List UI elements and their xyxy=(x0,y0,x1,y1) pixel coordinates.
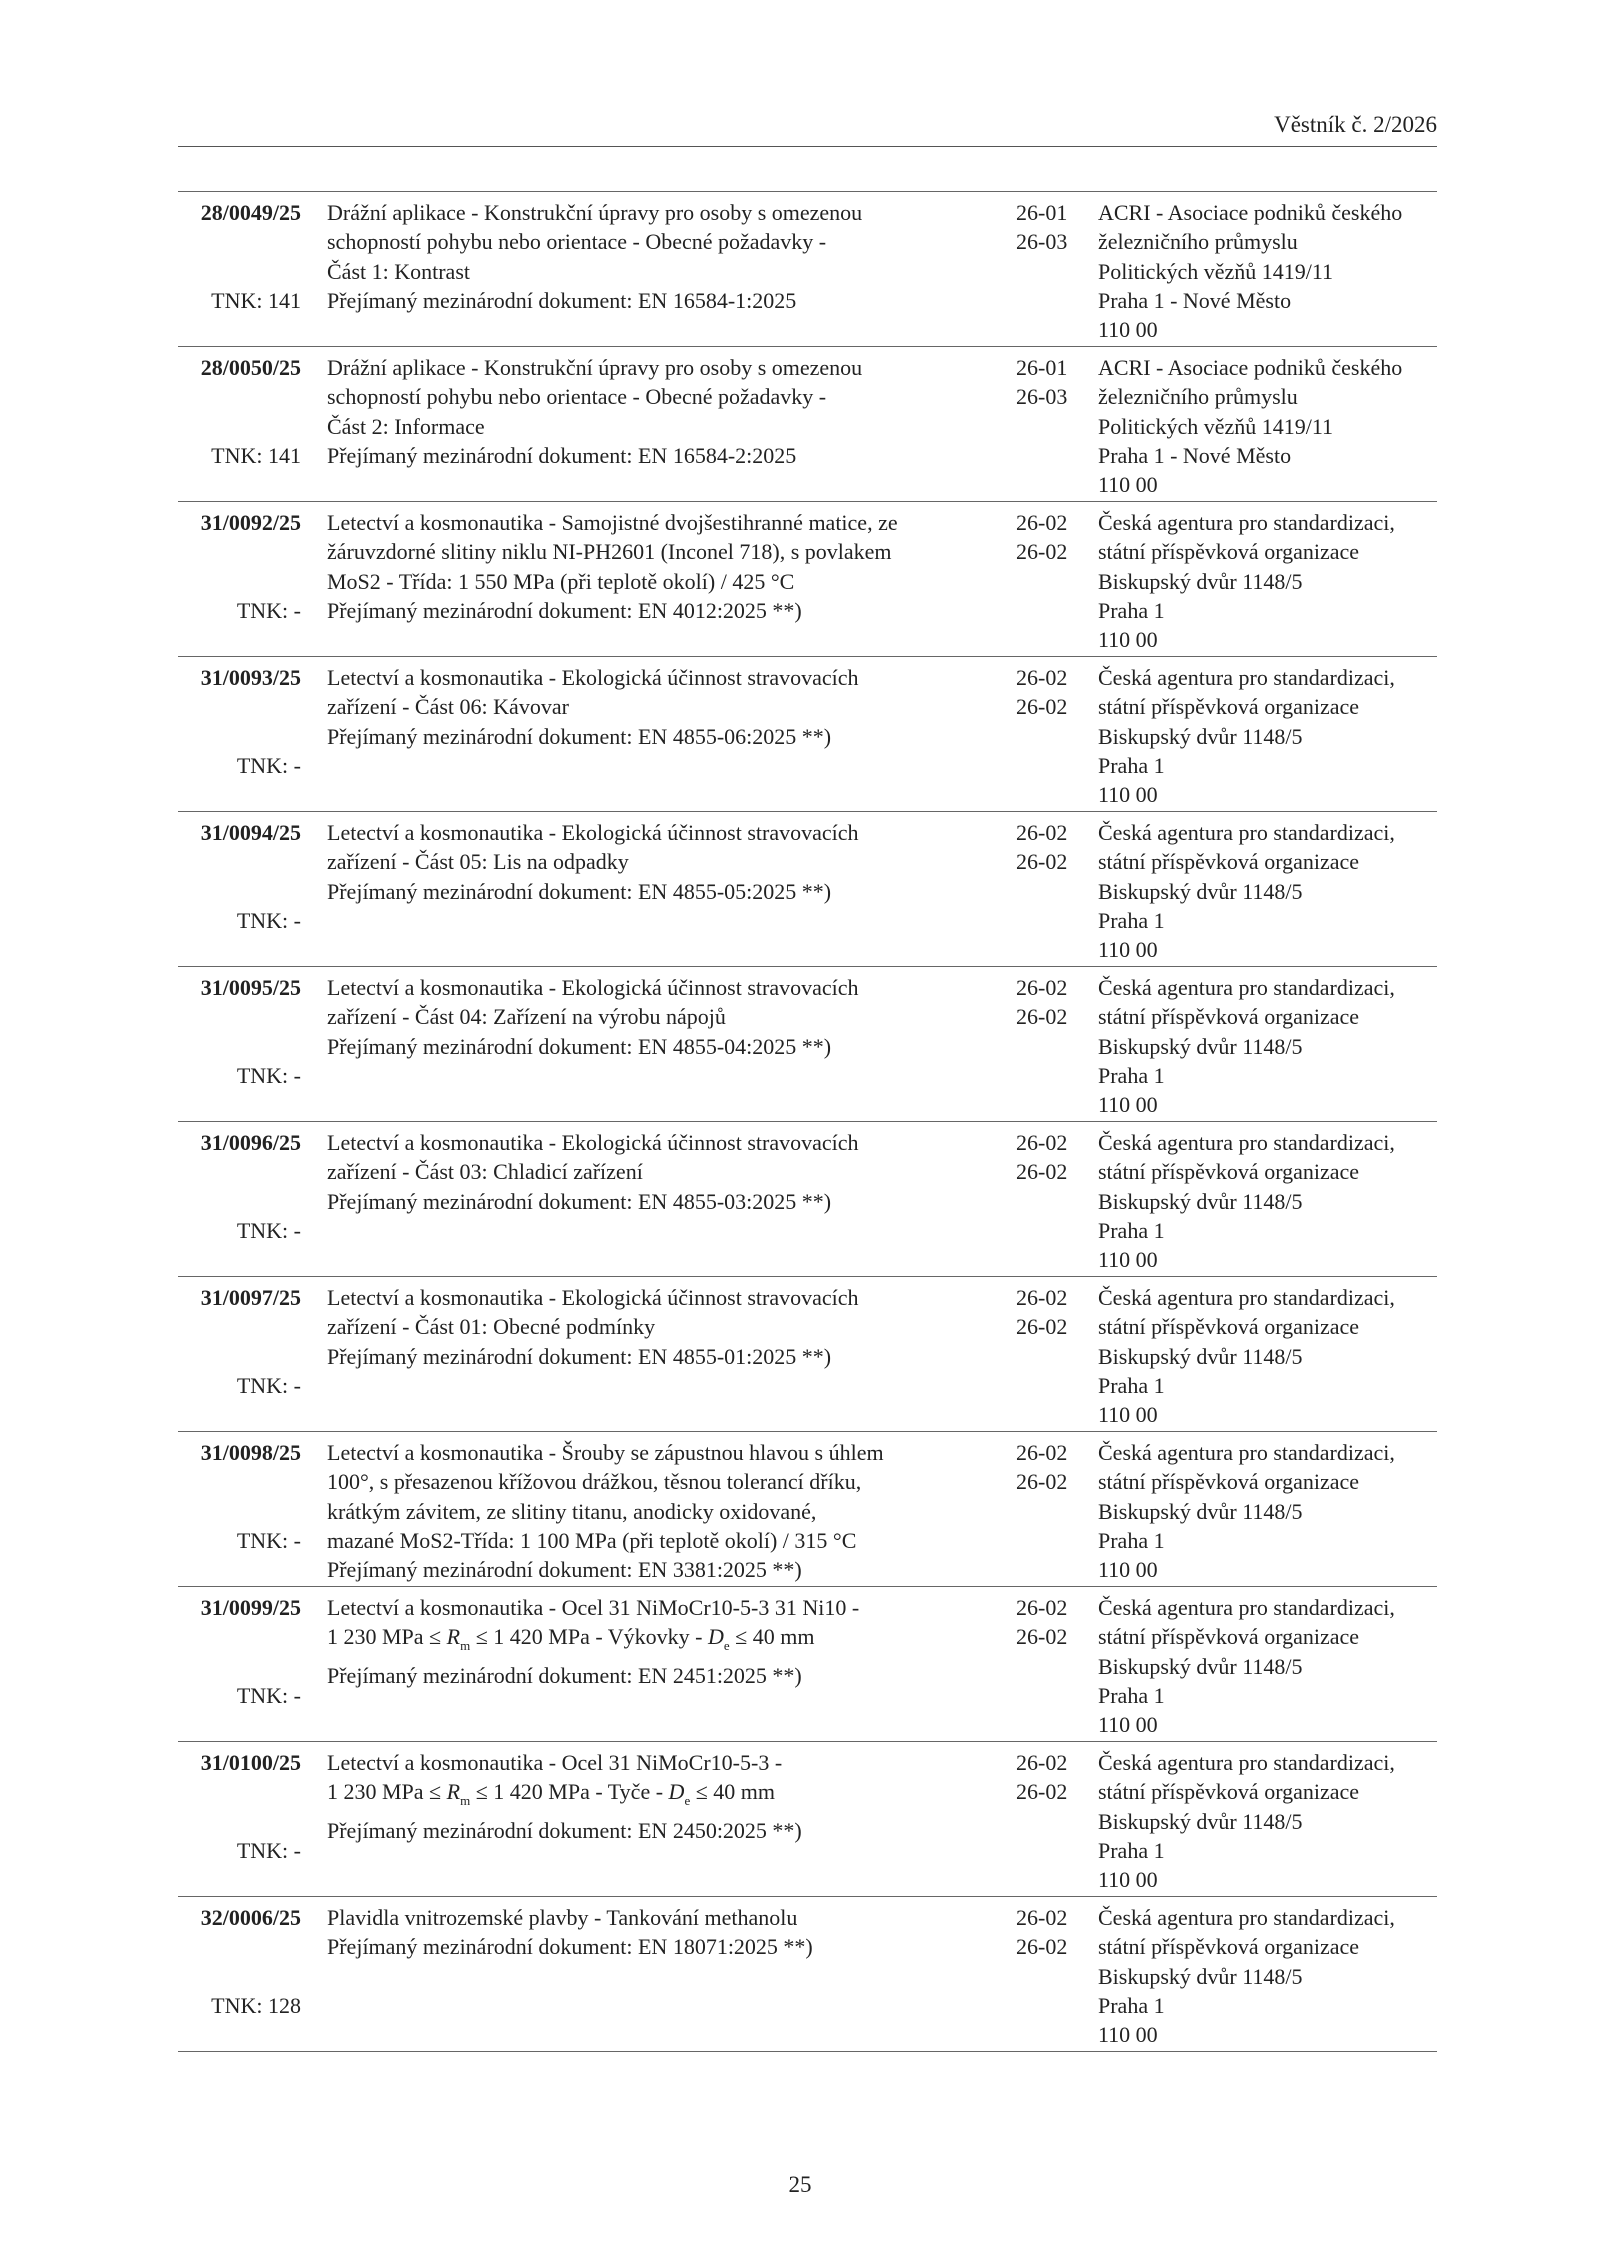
standard-code: 31/0096/25 xyxy=(200,1130,301,1155)
text-part: 1 230 MPa ≤ xyxy=(327,1624,447,1650)
table-row xyxy=(178,502,1437,657)
date-code: 26-02 xyxy=(1016,665,1068,690)
description-line: Letectví a kosmonautika - Ocel 31 NiMoCr10-5-3 - xyxy=(327,1750,783,1775)
description-line: Přejímaný mezinárodní dokument: EN 4855-05:2025 **) xyxy=(327,878,832,904)
processor-address xyxy=(1098,663,1395,809)
address-line: Biskupský dvůr 1148/5 xyxy=(1098,1188,1303,1214)
address-line: železničního průmyslu xyxy=(1098,229,1298,255)
date-code: 26-02 xyxy=(1016,1779,1068,1805)
description-line: Část 2: Informace xyxy=(327,413,485,439)
address-line: Biskupský dvůr 1148/5 xyxy=(1098,1963,1303,1989)
date-code: 26-03 xyxy=(1016,384,1068,410)
standard-description xyxy=(327,1748,802,1845)
address-line: Biskupský dvůr 1148/5 xyxy=(1098,1808,1303,1834)
tnk-number: TNK: - xyxy=(236,1218,301,1243)
address-line: státní příspěvková organizace xyxy=(1098,1469,1360,1495)
subscript: e xyxy=(723,1638,730,1654)
description-line: Část 1: Kontrast xyxy=(327,258,470,284)
tnk-number: TNK: 141 xyxy=(211,443,301,468)
date-code: 26-02 xyxy=(1016,1285,1068,1310)
description-line: žáruvzdorné slitiny niklu NI-PH2601 (Inconel 718), s povlakem xyxy=(327,539,892,565)
description-line: schopností pohybu nebo orientace - Obecné požadavky - xyxy=(327,384,827,410)
address-line: Česká agentura pro standardizaci, xyxy=(1098,1130,1395,1155)
tnk-number: TNK: - xyxy=(236,1838,301,1863)
page-number: 25 xyxy=(788,2172,812,2197)
subscript: e xyxy=(684,1793,691,1809)
standard-code: 28/0050/25 xyxy=(200,355,301,380)
address-line: Česká agentura pro standardizaci, xyxy=(1098,820,1395,845)
address-line: Praha 1 xyxy=(1098,597,1165,623)
description-line: MoS2 - Třída: 1 550 MPa (při teplotě okolí) / 425 °C xyxy=(327,568,795,594)
table-row xyxy=(178,967,1437,1122)
standard-description xyxy=(327,1283,859,1371)
date-code: 26-02 xyxy=(1016,1159,1068,1185)
address-line: Praha 1 xyxy=(1098,1372,1165,1398)
standard-description xyxy=(327,1438,884,1584)
dates-column xyxy=(1016,818,1067,877)
standard-description xyxy=(327,198,862,315)
dates-column xyxy=(1016,508,1067,567)
description-line: zařízení - Část 05: Lis na odpadky xyxy=(327,849,629,875)
standard-code: 28/0049/25 xyxy=(200,200,301,225)
description-line: Přejímaný mezinárodní dokument: EN 16584-2:2025 xyxy=(327,442,797,468)
address-line: státní příspěvková organizace xyxy=(1098,1159,1360,1185)
standard-description xyxy=(327,353,862,470)
table-row xyxy=(178,192,1437,347)
standard-description xyxy=(327,1593,859,1690)
processor-address xyxy=(1098,1748,1395,1894)
dates-column xyxy=(1016,1903,1067,1962)
text-part: R xyxy=(446,1624,461,1650)
standard-code: 31/0097/25 xyxy=(200,1285,301,1310)
address-line: Praha 1 xyxy=(1098,1837,1165,1863)
date-code: 26-02 xyxy=(1016,849,1068,875)
address-line: Praha 1 - Nové Město xyxy=(1098,442,1292,468)
text-part: ≤ 40 mm xyxy=(729,1624,815,1650)
processor-address xyxy=(1098,1903,1395,2049)
tnk-number: TNK: - xyxy=(236,908,301,933)
description-line: schopností pohybu nebo orientace - Obecné požadavky - xyxy=(327,229,827,255)
description-line: Přejímaný mezinárodní dokument: EN 18071:2025 **) xyxy=(327,1934,813,1960)
date-code: 26-02 xyxy=(1016,820,1068,845)
dates-column xyxy=(1016,1283,1067,1342)
processor-address xyxy=(1098,1283,1395,1429)
address-line: Česká agentura pro standardizaci, xyxy=(1098,1440,1395,1465)
table-row xyxy=(178,347,1437,502)
address-line: 110 00 xyxy=(1098,937,1158,963)
standard-code: 31/0092/25 xyxy=(200,510,301,535)
description-line: Přejímaný mezinárodní dokument: EN 4855-01:2025 **) xyxy=(327,1343,832,1369)
description-line: Letectví a kosmonautika - Ekologická účinnost stravovacích xyxy=(327,975,859,1000)
address-line: 110 00 xyxy=(1098,1557,1158,1583)
table-row xyxy=(178,812,1437,967)
address-line: státní příspěvková organizace xyxy=(1098,539,1360,565)
dates-column xyxy=(1016,1128,1067,1187)
standard-code: 31/0095/25 xyxy=(200,975,301,1000)
description-line: Letectví a kosmonautika - Ekologická účinnost stravovacích xyxy=(327,1130,859,1155)
address-line: Biskupský dvůr 1148/5 xyxy=(1098,1343,1303,1369)
description-line: Letectví a kosmonautika - Ekologická účinnost stravovacích xyxy=(327,820,859,845)
address-line: Praha 1 xyxy=(1098,1527,1165,1553)
address-line: 110 00 xyxy=(1098,472,1158,498)
description-line: mazané MoS2-Třída: 1 100 MPa (při teplotě okolí) / 315 °C xyxy=(327,1527,857,1553)
date-code: 26-02 xyxy=(1016,1934,1068,1960)
description-line xyxy=(327,1777,802,1815)
description-line: Drážní aplikace - Konstrukční úpravy pro osoby s omezenou xyxy=(327,355,863,380)
address-line: Biskupský dvůr 1148/5 xyxy=(1098,1498,1303,1524)
date-code: 26-02 xyxy=(1016,1469,1068,1495)
dates-column xyxy=(1016,1438,1067,1497)
address-line: Praha 1 xyxy=(1098,752,1165,778)
tnk-number: TNK: 141 xyxy=(211,288,301,313)
description-line: 100°, s přesazenou křížovou drážkou, těsnou tolerancí dříku, xyxy=(327,1469,862,1495)
address-line: 110 00 xyxy=(1098,1092,1158,1118)
tnk-number: TNK: - xyxy=(236,1683,301,1708)
processor-address xyxy=(1098,353,1402,499)
standard-code: 31/0098/25 xyxy=(200,1440,301,1465)
address-line: 110 00 xyxy=(1098,1247,1158,1273)
date-code: 26-02 xyxy=(1016,1624,1068,1650)
processor-address xyxy=(1098,1593,1395,1739)
table-row xyxy=(178,1587,1437,1742)
address-line: Česká agentura pro standardizaci, xyxy=(1098,1750,1395,1775)
date-code: 26-02 xyxy=(1016,694,1068,720)
address-line: Česká agentura pro standardizaci, xyxy=(1098,1905,1395,1930)
address-line: 110 00 xyxy=(1098,2022,1158,2048)
address-line: ACRI - Asociace podniků českého xyxy=(1098,355,1403,380)
dates-column xyxy=(1016,973,1067,1032)
standard-description xyxy=(327,1128,859,1216)
text-part: 1 230 MPa ≤ xyxy=(327,1779,447,1805)
address-line: Česká agentura pro standardizaci, xyxy=(1098,975,1395,1000)
standard-description xyxy=(327,973,859,1061)
dates-column xyxy=(1016,1748,1067,1807)
processor-address xyxy=(1098,1438,1395,1584)
address-line: státní příspěvková organizace xyxy=(1098,849,1360,875)
address-line: 110 00 xyxy=(1098,782,1158,808)
description-line: Drážní aplikace - Konstrukční úpravy pro osoby s omezenou xyxy=(327,200,863,225)
address-line: Česká agentura pro standardizaci, xyxy=(1098,665,1395,690)
address-line: Praha 1 xyxy=(1098,1992,1165,2018)
text-part: ≤ 1 420 MPa - Tyče - xyxy=(470,1779,669,1805)
text-part: ≤ 1 420 MPa - Výkovky - xyxy=(470,1624,708,1650)
standard-code: 31/0094/25 xyxy=(200,820,301,845)
address-line: ACRI - Asociace podniků českého xyxy=(1098,200,1403,225)
date-code: 26-01 xyxy=(1016,355,1068,380)
text-part: D xyxy=(708,1624,724,1650)
standard-description xyxy=(327,1903,813,1962)
processor-address xyxy=(1098,508,1395,654)
table-row xyxy=(178,1742,1437,1897)
standard-code: 32/0006/25 xyxy=(200,1905,301,1930)
processor-address xyxy=(1098,818,1395,964)
address-line: Biskupský dvůr 1148/5 xyxy=(1098,1653,1303,1679)
description-line: zařízení - Část 01: Obecné podmínky xyxy=(327,1314,656,1340)
tnk-number: TNK: - xyxy=(236,1063,301,1088)
header-divider xyxy=(178,146,1437,147)
dates-column xyxy=(1016,1593,1067,1652)
address-line: Česká agentura pro standardizaci, xyxy=(1098,510,1395,535)
standard-code: 31/0099/25 xyxy=(200,1595,301,1620)
address-line: Biskupský dvůr 1148/5 xyxy=(1098,568,1303,594)
description-line xyxy=(327,1622,859,1660)
description-line: Přejímaný mezinárodní dokument: EN 2451:2025 **) xyxy=(327,1662,802,1688)
description-line: Letectví a kosmonautika - Ocel 31 NiMoCr10-5-3 31 Ni10 - xyxy=(327,1595,860,1620)
address-line: Praha 1 xyxy=(1098,907,1165,933)
standard-description xyxy=(327,663,859,751)
address-line: 110 00 xyxy=(1098,1402,1158,1428)
address-line: státní příspěvková organizace xyxy=(1098,1934,1360,1960)
standard-description xyxy=(327,818,859,906)
standard-code: 31/0100/25 xyxy=(200,1750,301,1775)
date-code: 26-02 xyxy=(1016,1905,1068,1930)
address-line: 110 00 xyxy=(1098,1712,1158,1738)
processor-address xyxy=(1098,1128,1395,1274)
description-line: Přejímaný mezinárodní dokument: EN 4855-04:2025 **) xyxy=(327,1033,832,1059)
processor-address xyxy=(1098,198,1402,344)
dates-column xyxy=(1016,663,1067,722)
address-line: státní příspěvková organizace xyxy=(1098,694,1360,720)
address-line: státní příspěvková organizace xyxy=(1098,1004,1360,1030)
address-line: Politických vězňů 1419/11 xyxy=(1098,413,1334,439)
standard-description xyxy=(327,508,898,625)
text-part: D xyxy=(668,1779,685,1805)
address-line: státní příspěvková organizace xyxy=(1098,1624,1360,1650)
text-part: ≤ 40 mm xyxy=(690,1779,776,1805)
date-code: 26-02 xyxy=(1016,1130,1068,1155)
tnk-number: TNK: - xyxy=(236,753,301,778)
address-line: 110 00 xyxy=(1098,627,1158,653)
processor-address xyxy=(1098,973,1395,1119)
address-line: Biskupský dvůr 1148/5 xyxy=(1098,878,1303,904)
text-part: R xyxy=(446,1779,461,1805)
bulletin-title: Věstník č. 2/2026 xyxy=(1274,112,1437,137)
table-row xyxy=(178,1432,1437,1587)
address-line: Praha 1 - Nové Město xyxy=(1098,287,1292,313)
description-line: krátkým závitem, ze slitiny titanu, anodicky oxidované, xyxy=(327,1498,817,1524)
date-code: 26-01 xyxy=(1016,200,1068,225)
date-code: 26-02 xyxy=(1016,1440,1068,1465)
description-line: Přejímaný mezinárodní dokument: EN 4855-06:2025 **) xyxy=(327,723,832,749)
date-code: 26-02 xyxy=(1016,539,1068,565)
address-line: Praha 1 xyxy=(1098,1062,1165,1088)
address-line: Politických vězňů 1419/11 xyxy=(1098,258,1334,284)
description-line: Přejímaný mezinárodní dokument: EN 3381:2025 **) xyxy=(327,1557,802,1583)
description-line: zařízení - Část 04: Zařízení na výrobu nápojů xyxy=(327,1004,726,1030)
date-code: 26-03 xyxy=(1016,229,1068,255)
description-line: Přejímaný mezinárodní dokument: EN 16584-1:2025 xyxy=(327,287,797,313)
date-code: 26-02 xyxy=(1016,975,1068,1000)
address-line: Česká agentura pro standardizaci, xyxy=(1098,1285,1395,1310)
address-line: Praha 1 xyxy=(1098,1682,1165,1708)
subscript: m xyxy=(460,1638,471,1654)
tnk-number: TNK: - xyxy=(236,1373,301,1398)
date-code: 26-02 xyxy=(1016,1004,1068,1030)
description-line: Letectví a kosmonautika - Samojistné dvojšestihranné matice, ze xyxy=(327,510,898,535)
description-line: Přejímaný mezinárodní dokument: EN 4855-03:2025 **) xyxy=(327,1188,832,1214)
description-line: zařízení - Část 06: Kávovar xyxy=(327,694,569,720)
address-line: Biskupský dvůr 1148/5 xyxy=(1098,1033,1303,1059)
description-line: Letectví a kosmonautika - Ekologická účinnost stravovacích xyxy=(327,1285,859,1310)
description-line: Přejímaný mezinárodní dokument: EN 2450:2025 **) xyxy=(327,1817,802,1843)
address-line: státní příspěvková organizace xyxy=(1098,1314,1360,1340)
dates-column xyxy=(1016,198,1067,257)
table-row xyxy=(178,1122,1437,1277)
date-code: 26-02 xyxy=(1016,1314,1068,1340)
description-line: Letectví a kosmonautika - Šrouby se zápustnou hlavou s úhlem xyxy=(327,1440,884,1465)
address-line: 110 00 xyxy=(1098,317,1158,343)
address-line: 110 00 xyxy=(1098,1867,1158,1893)
table-row xyxy=(178,1897,1437,2052)
description-line: Letectví a kosmonautika - Ekologická účinnost stravovacích xyxy=(327,665,859,690)
date-code: 26-02 xyxy=(1016,510,1068,535)
standards-table xyxy=(178,191,1437,2052)
date-code: 26-02 xyxy=(1016,1750,1068,1775)
address-line: Praha 1 xyxy=(1098,1217,1165,1243)
tnk-number: TNK: - xyxy=(236,598,301,623)
address-line: Biskupský dvůr 1148/5 xyxy=(1098,723,1303,749)
description-line: Přejímaný mezinárodní dokument: EN 4012:2025 **) xyxy=(327,597,802,623)
table-row xyxy=(178,657,1437,812)
date-code: 26-02 xyxy=(1016,1595,1068,1620)
address-line: železničního průmyslu xyxy=(1098,384,1298,410)
subscript: m xyxy=(460,1793,471,1809)
description-line: zařízení - Část 03: Chladicí zařízení xyxy=(327,1159,643,1185)
tnk-number: TNK: 128 xyxy=(211,1993,301,2018)
address-line: Česká agentura pro standardizaci, xyxy=(1098,1595,1395,1620)
address-line: státní příspěvková organizace xyxy=(1098,1779,1360,1805)
table-row xyxy=(178,1277,1437,1432)
dates-column xyxy=(1016,353,1067,412)
description-line: Plavidla vnitrozemské plavby - Tankování methanolu xyxy=(327,1905,798,1930)
standard-code: 31/0093/25 xyxy=(200,665,301,690)
tnk-number: TNK: - xyxy=(236,1528,301,1553)
